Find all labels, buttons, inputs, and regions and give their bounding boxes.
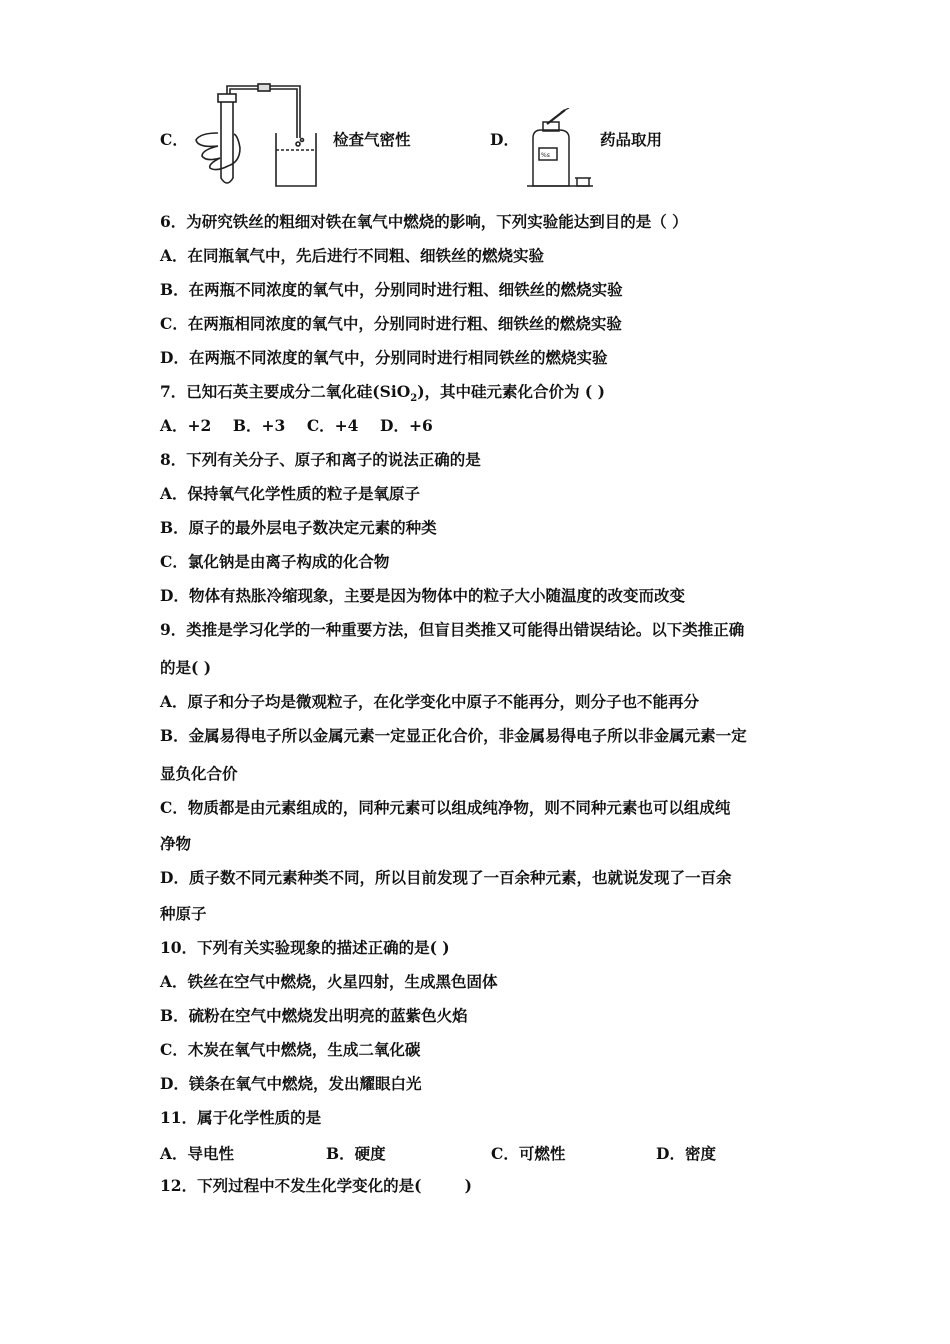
q9-option-d-line2: 种原子 [160,904,207,923]
q9-option-c-line1: C．物质都是由元素组成的，同种元素可以组成纯净物，则不同种元素也可以组成纯 [160,798,731,817]
q7-stem-after: )，其中硅元素化合价为 ( ) [417,382,605,401]
q8-option-b: B．原子的最外层电子数决定元素的种类 [160,518,437,537]
q10-option-a: A．铁丝在空气中燃烧，火星四射，生成黑色固体 [160,972,498,991]
q11-stem: 11．属于化学性质的是 [160,1108,322,1127]
q9-stem-line2: 的是( ) [160,658,212,677]
reagent-bottle-illustration [525,108,595,190]
q6-stem: 6．为研究铁丝的粗细对铁在氧气中燃烧的影响，下列实验能达到目的是（ ） [160,212,688,231]
q10-option-c: C．木炭在氧气中燃烧，生成二氧化碳 [160,1040,421,1059]
svg-text:%s: %s [541,152,550,159]
q12-stem: 12．下列过程中不发生化学变化的是( ) [160,1176,472,1195]
q9-option-c-line2: 净物 [160,834,192,853]
q11-option-c: C．可燃性 [491,1144,566,1163]
q11-option-a: A．导电性 [160,1144,235,1163]
q9-option-b-line2: 显负化合价 [160,764,238,783]
q11-option-b: B．硬度 [326,1144,386,1163]
q6-option-c: C．在两瓶相同浓度的氧气中，分别同时进行粗、细铁丝的燃烧实验 [160,314,622,333]
airtightness-apparatus-illustration [188,78,318,190]
figure-c-caption: 检查气密性 [333,130,411,149]
q7-stem [160,382,605,409]
q6-option-a: A．在同瓶氧气中，先后进行不同粗、细铁丝的燃烧实验 [160,246,545,265]
q9-option-b-line1: B．金属易得电子所以金属元素一定显正化合价，非金属易得电子所以非金属元素一定 [160,726,747,745]
q8-stem: 8．下列有关分子、原子和离子的说法正确的是 [160,450,481,469]
q7-stem-before: 7．已知石英主要成分二氧化硅(SiO [160,382,411,401]
q10-option-b: B．硫粉在空气中燃烧发出明亮的蓝紫色火焰 [160,1006,468,1025]
q9-option-a: A．原子和分子均是微观粒子，在化学变化中原子不能再分，则分子也不能再分 [160,692,700,711]
figure-d-label: D． [490,130,519,149]
q11-option-d: D．密度 [656,1144,716,1163]
q7-stem-subscript: 2 [410,393,418,405]
q8-option-a: A．保持氧气化学性质的粒子是氧原子 [160,484,421,503]
q7-options: A．+2 B．+3 C．+4 D．+6 [160,416,433,435]
figure-d-caption: 药品取用 [600,130,663,149]
q9-option-d-line1: D．质子数不同元素种类不同，所以目前发现了一百余种元素，也就说发现了一百余 [160,868,732,887]
q10-option-d: D．镁条在氧气中燃烧，发出耀眼白光 [160,1074,422,1093]
q9-stem-line1: 9．类推是学习化学的一种重要方法，但盲目类推又可能得出错误结论。以下类推正确 [160,620,745,639]
q6-option-d: D．在两瓶不同浓度的氧气中，分别同时进行相同铁丝的燃烧实验 [160,348,608,367]
figure-c-label: C． [160,130,188,149]
q6-option-b: B．在两瓶不同浓度的氧气中，分别同时进行粗、细铁丝的燃烧实验 [160,280,623,299]
q10-stem: 10．下列有关实验现象的描述正确的是( ) [160,938,450,957]
q8-option-d: D．物体有热胀冷缩现象，主要是因为物体中的粒子大小随温度的改变而改变 [160,586,685,605]
q8-option-c: C．氯化钠是由离子构成的化合物 [160,552,390,571]
